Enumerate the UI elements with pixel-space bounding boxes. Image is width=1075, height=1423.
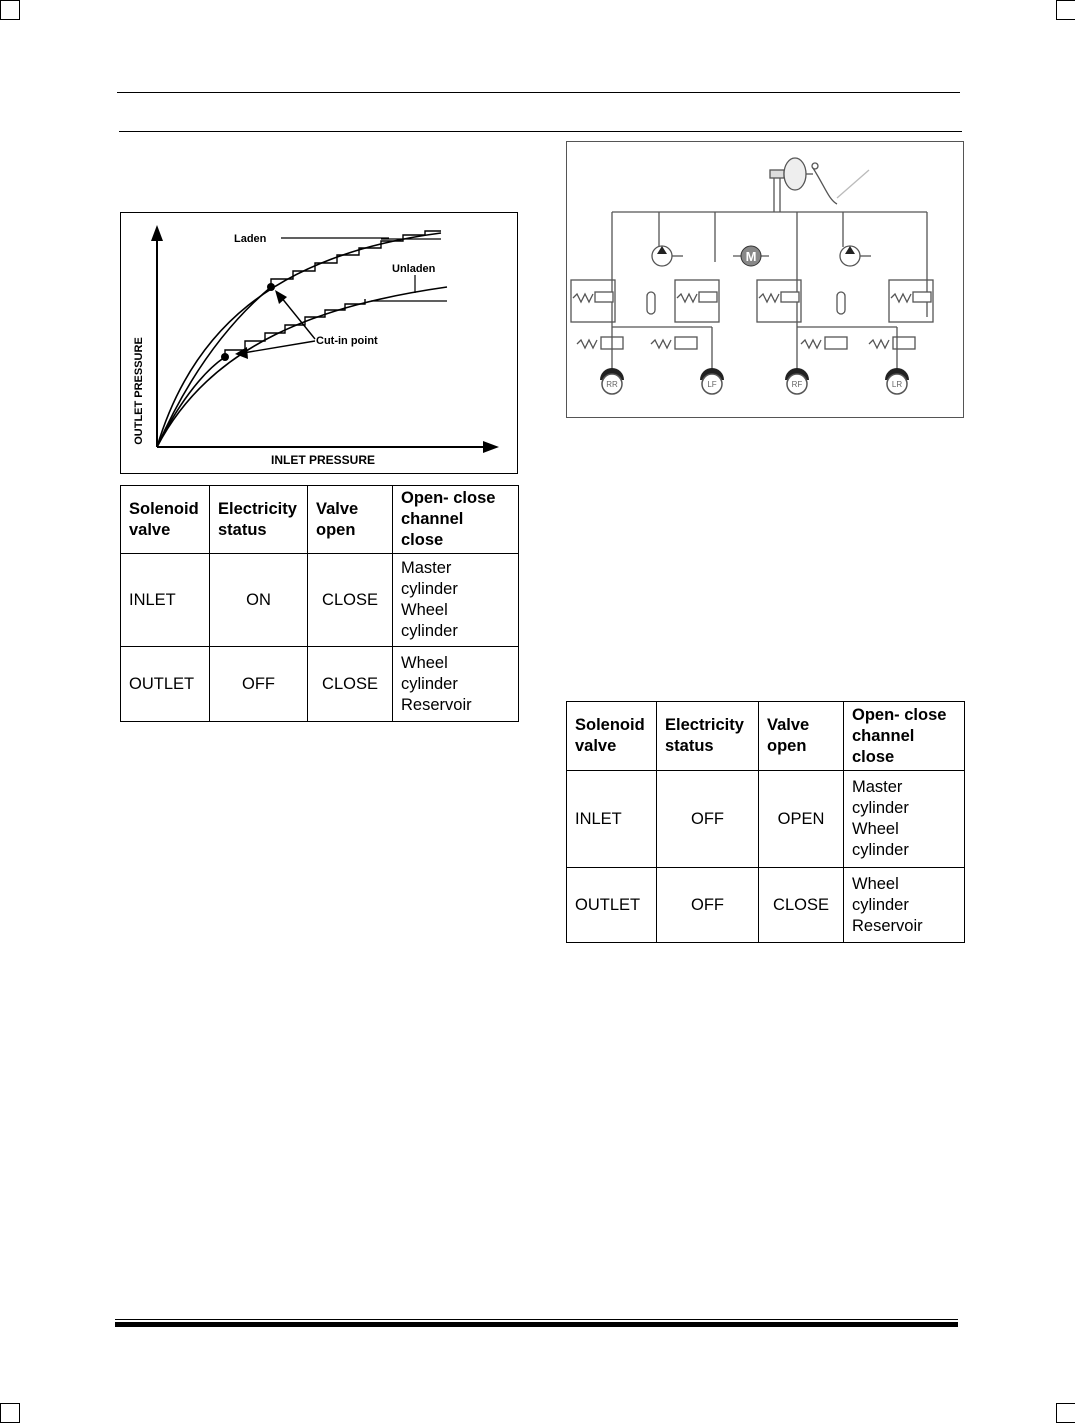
axis-label-outlet-pressure: OUTLET PRESSURE [133,337,145,445]
table-row [121,647,519,722]
cell-channel: Master cylinder Wheel cylinder [393,554,519,647]
table-row [567,771,965,868]
label-cut-in-point: Cut-in point [316,335,378,347]
header-electricity-status: Electricity status [210,486,308,554]
label-unladen: Unladen [392,263,436,275]
cell-open: OPEN [759,771,844,868]
axis-label-inlet-pressure: INLET PRESSURE [270,453,376,467]
cell-electricity: OFF [210,647,308,722]
cell-open: CLOSE [759,868,844,943]
header-valve-open: Valve open [759,702,844,771]
header-channel: Open- close channel close [844,702,965,771]
cell-channel: Wheel cylinder Reservoir [393,647,519,722]
wheel-rr-icon [600,368,624,394]
solenoid-table-left [120,485,519,722]
wheel-label-rf: RF [791,380,803,389]
cell-open: CLOSE [308,647,393,722]
cell-electricity: ON [210,554,308,647]
wheel-lf-icon [700,368,724,394]
cell-valve: INLET [121,554,210,647]
cell-channel: Master cylinder Wheel cylinder [844,771,965,868]
cell-channel: Wheel cylinder Reservoir [844,868,965,943]
crop-mark-bottom-left [0,1403,20,1423]
cell-electricity: OFF [657,771,759,868]
wheel-label-lr: LR [891,380,903,389]
pressure-graph [120,212,518,474]
header-solenoid-valve: Solenoid valve [121,486,210,554]
hydraulic-diagram [566,141,964,418]
header-solenoid-valve: Solenoid valve [567,702,657,771]
wheel-rf-icon [785,368,809,394]
header-valve-open: Valve open [308,486,393,554]
crop-mark-top-right [1056,0,1075,20]
solenoid-table-right [566,701,965,943]
cell-electricity: OFF [657,868,759,943]
crop-mark-top-left [0,0,20,20]
crop-mark-bottom-right [1056,1403,1075,1423]
footer-rule-thick [115,1322,958,1327]
cell-valve: INLET [567,771,657,868]
wheel-label-lf: LF [707,380,717,389]
table-row [567,868,965,943]
header-rule-bottom [119,131,962,132]
table-row [121,554,519,647]
header-channel: Open- close channel close [393,486,519,554]
header-rule-top [117,92,960,93]
cell-valve: OUTLET [567,868,657,943]
header-electricity-status: Electricity status [657,702,759,771]
label-laden: Laden [234,233,267,245]
cell-valve: OUTLET [121,647,210,722]
cell-open: CLOSE [308,554,393,647]
footer-rule-thin [115,1319,958,1320]
wheel-lr-icon [885,368,909,394]
motor-label: M [745,249,757,264]
wheel-label-rr: RR [606,380,618,389]
